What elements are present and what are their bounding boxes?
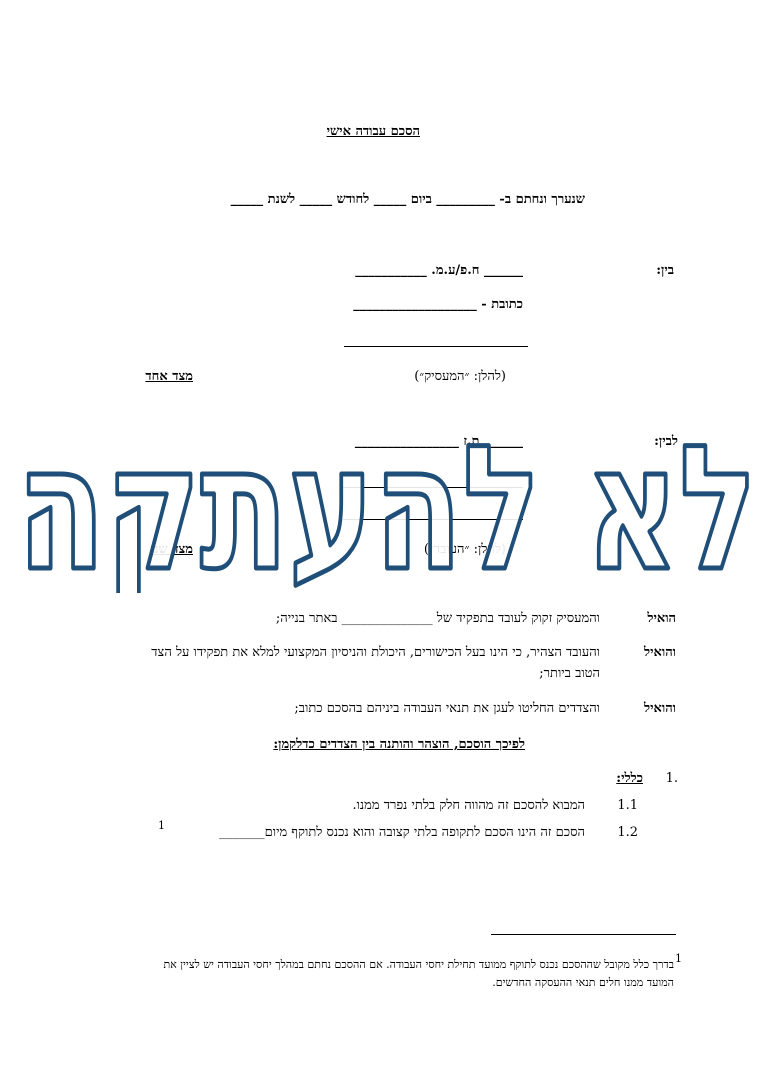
whereas-label-1: הואיל bbox=[647, 611, 676, 626]
whereas-text-2-cont: הטוב ביותר; bbox=[539, 666, 600, 681]
item-1-2-number: 1.2 bbox=[617, 825, 638, 840]
item-1-2-footnote-ref: 1 bbox=[158, 819, 165, 832]
employee-side: מצד שני bbox=[150, 542, 193, 557]
employee-hereinafter: (להלן: ״העובד״) bbox=[423, 542, 506, 557]
employer-address-line: כתובת - ___________________ bbox=[353, 297, 523, 312]
item-1-2-text: הסכם זה הינו הסכם לתקופה בלתי קצובה והוא נכנס לתוקף מיום_______ bbox=[219, 825, 585, 840]
watermark-text: לא להעתקה bbox=[17, 418, 757, 593]
whereas-text-2: והעובד הצהיר, כי הינו בעל הכישורים, היכולת והניסיון המקצועי למלא את תפקידו על הצד bbox=[151, 645, 600, 660]
footnote-line-1: בדרך כלל מקובל שההסכם נכנס לתוקף ממועד תחילת יחסי העבודה. אם ההסכם נחתם במהלך יחסי העבודה יש לציין את bbox=[163, 958, 674, 971]
employee-id-line: ______ ת.ז ________________ bbox=[354, 434, 523, 449]
item-1-1-text: המבוא להסכם זה מהווה חלק בלתי נפרד ממנו. bbox=[352, 798, 585, 813]
date-line: שנערך ונחתם ב- _________ ביום _____ לחודש _____ לשנת _____ bbox=[230, 192, 585, 207]
whereas-label-3: והואיל bbox=[644, 701, 676, 716]
employee-address-line bbox=[343, 487, 523, 488]
employer-hereinafter: (להלן: ״המעסיק״) bbox=[414, 369, 506, 384]
employer-side: מצד אחד bbox=[145, 369, 193, 384]
employer-company-line: ______ ח.פ/ע.מ. ___________ bbox=[355, 263, 523, 278]
footnote-separator bbox=[491, 934, 676, 935]
therefore-heading: לפיכך הוסכם, הוצהר והותנה בין הצדדים כדלקמן: bbox=[273, 737, 525, 752]
footnote-line-2: המועד ממנו חלים תנאי ההעסקה החדשים. bbox=[492, 976, 674, 989]
whereas-text-3: והצדדים החליטו לעגן את תנאי העבודה ביניהם בהסכם כתוב; bbox=[294, 701, 600, 716]
whereas-text-1: והמעסיק זקוק לעובד בתפקיד של ______________ באתר בנייה; bbox=[275, 611, 600, 626]
whereas-label-2: והואיל bbox=[644, 645, 676, 660]
employer-extra-line bbox=[344, 346, 528, 347]
footnote-number: 1 bbox=[675, 952, 682, 965]
section-1-title: כללי: bbox=[616, 771, 643, 786]
between-label: בין: bbox=[656, 263, 674, 278]
document-title: הסכם עבודה אישי bbox=[326, 124, 420, 139]
section-1-number: .1 bbox=[665, 771, 678, 786]
employee-extra-line bbox=[343, 519, 523, 520]
and-between-label: לבין: bbox=[654, 434, 678, 449]
item-1-1-number: 1.1 bbox=[617, 798, 638, 813]
